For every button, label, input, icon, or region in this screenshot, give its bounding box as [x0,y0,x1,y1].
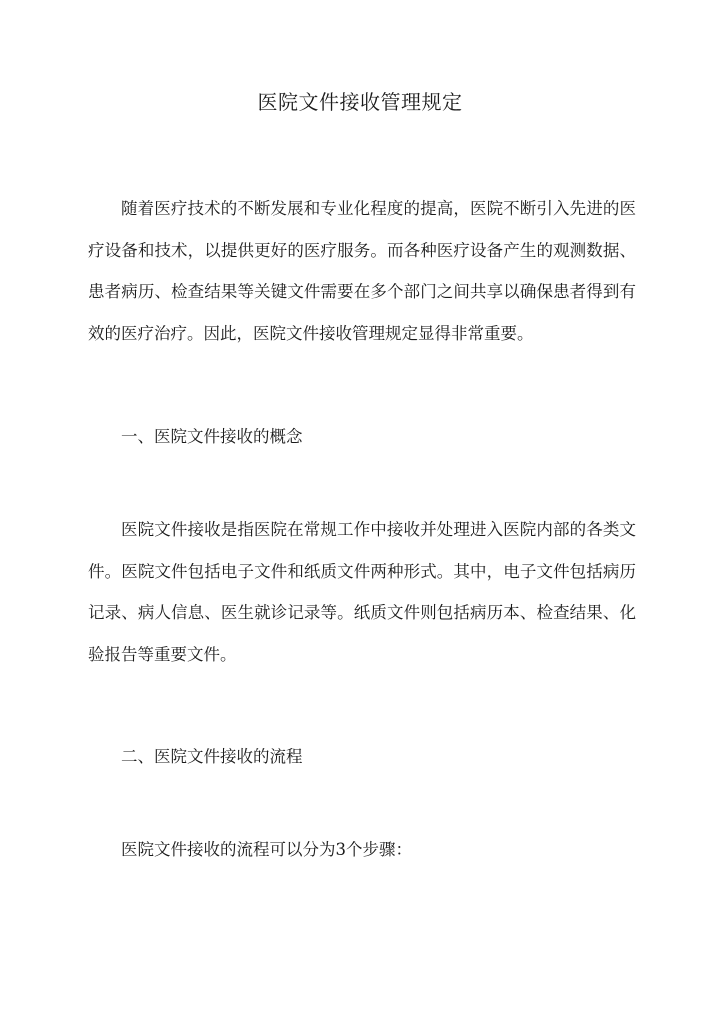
section-paragraph-concept: 医院文件接收是指医院在常规工作中接收并处理进入医院内部的各类文件。医院文件包括电子文件和纸质文件两种形式。其中，电子文件包括病历记录、病人信息、医生就诊记录等。纸质文件则包括病历本、检查结果、化验报告等重要文件。 [88,520,636,664]
document-title: 医院文件接收管理规定 [257,90,463,114]
intro-paragraph: 随着医疗技术的不断发展和专业化程度的提高，医院不断引入先进的医疗设备和技术，以提供更好的医疗服务。而各种医疗设备产生的观测数据、患者病历、检查结果等关键文件需要在多个部门之间共享以确保患者得到有效的医疗治疗。因此，医院文件接收管理规定显得非常重要。 [88,199,636,343]
section-heading-process: 二、医院文件接收的流程 [121,747,303,766]
section-heading-concept: 一、医院文件接收的概念 [121,427,303,446]
section-paragraph-process: 医院文件接收的流程可以分为3个步骤： [121,840,412,859]
